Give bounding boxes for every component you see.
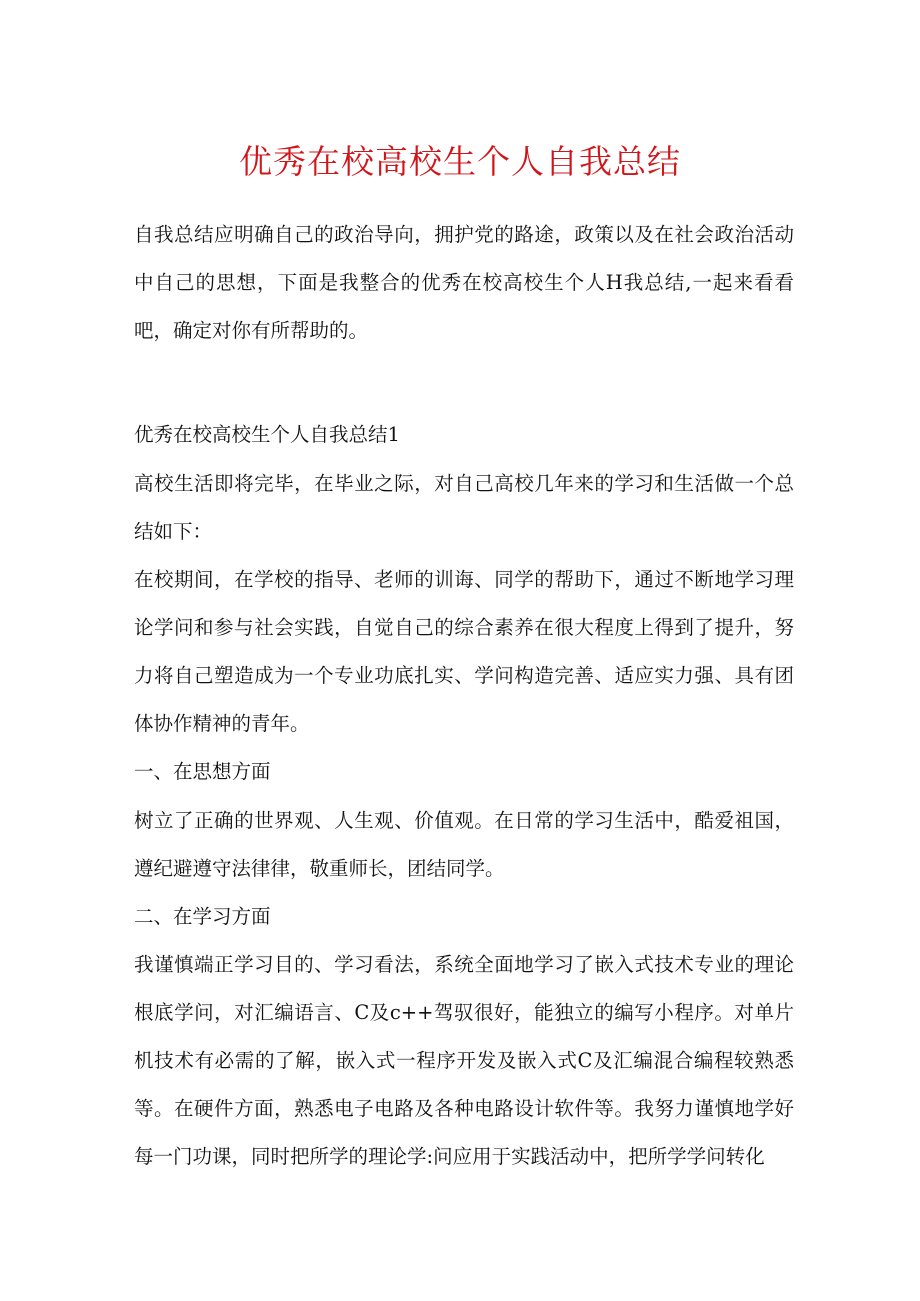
heading-thought: 一、在思想方面: [134, 760, 271, 783]
paragraph-summary-intro: 高校生活即将完毕，在毕业之际，对自己高校几年来的学习和生活做一个总结如下：: [134, 472, 794, 543]
paragraph-school-period: 在校期间，在学校的指导、老师的训诲、同学的帮助下，通过不断地学习理论学问和参与社会实践，自觉自己的综合素养在很大程度上得到了提升，努力将自己塑造成为一个专业功底扎实、学问构造完善、适应实力强、具有团体协作精神的青年。: [134, 568, 794, 735]
paragraph-study: 我谨慎端正学习目的、学习看法，系统全面地学习了嵌入式技术专业的理论根底学问，对汇编语言、C及c++驾驭很好，能独立的编写小程序。对单片机技术有必需的了解，嵌入式一程序开发及嵌入式C及汇编混合编程较熟悉等。在硬件方面，熟悉电子电路及各种电路设计软件等。我努力谨慎地学好每一门功课，同时把所学的理论学:问应用于实践活动中，把所学学问转化: [134, 953, 794, 1168]
document-title: 优秀在校高校生个人自我总结: [239, 142, 681, 181]
paragraph-thought: 树立了正确的世界观、人生观、价值观。在日常的学习生活中，酷爱祖国，遵纪避遵守法律律，敬重师长，团结同学。: [134, 809, 794, 880]
section-title: 优秀在校高校生个人自我总结1: [134, 423, 400, 446]
intro-paragraph: 自我总结应明确自己的政治导向，拥护党的路途，政策以及在社会政治活动中自己的思想，下面是我整合的优秀在校高校生个人H我总结,一起来看看吧，确定对你有所帮助的。: [134, 223, 794, 342]
heading-study: 二、在学习方面: [134, 905, 271, 928]
